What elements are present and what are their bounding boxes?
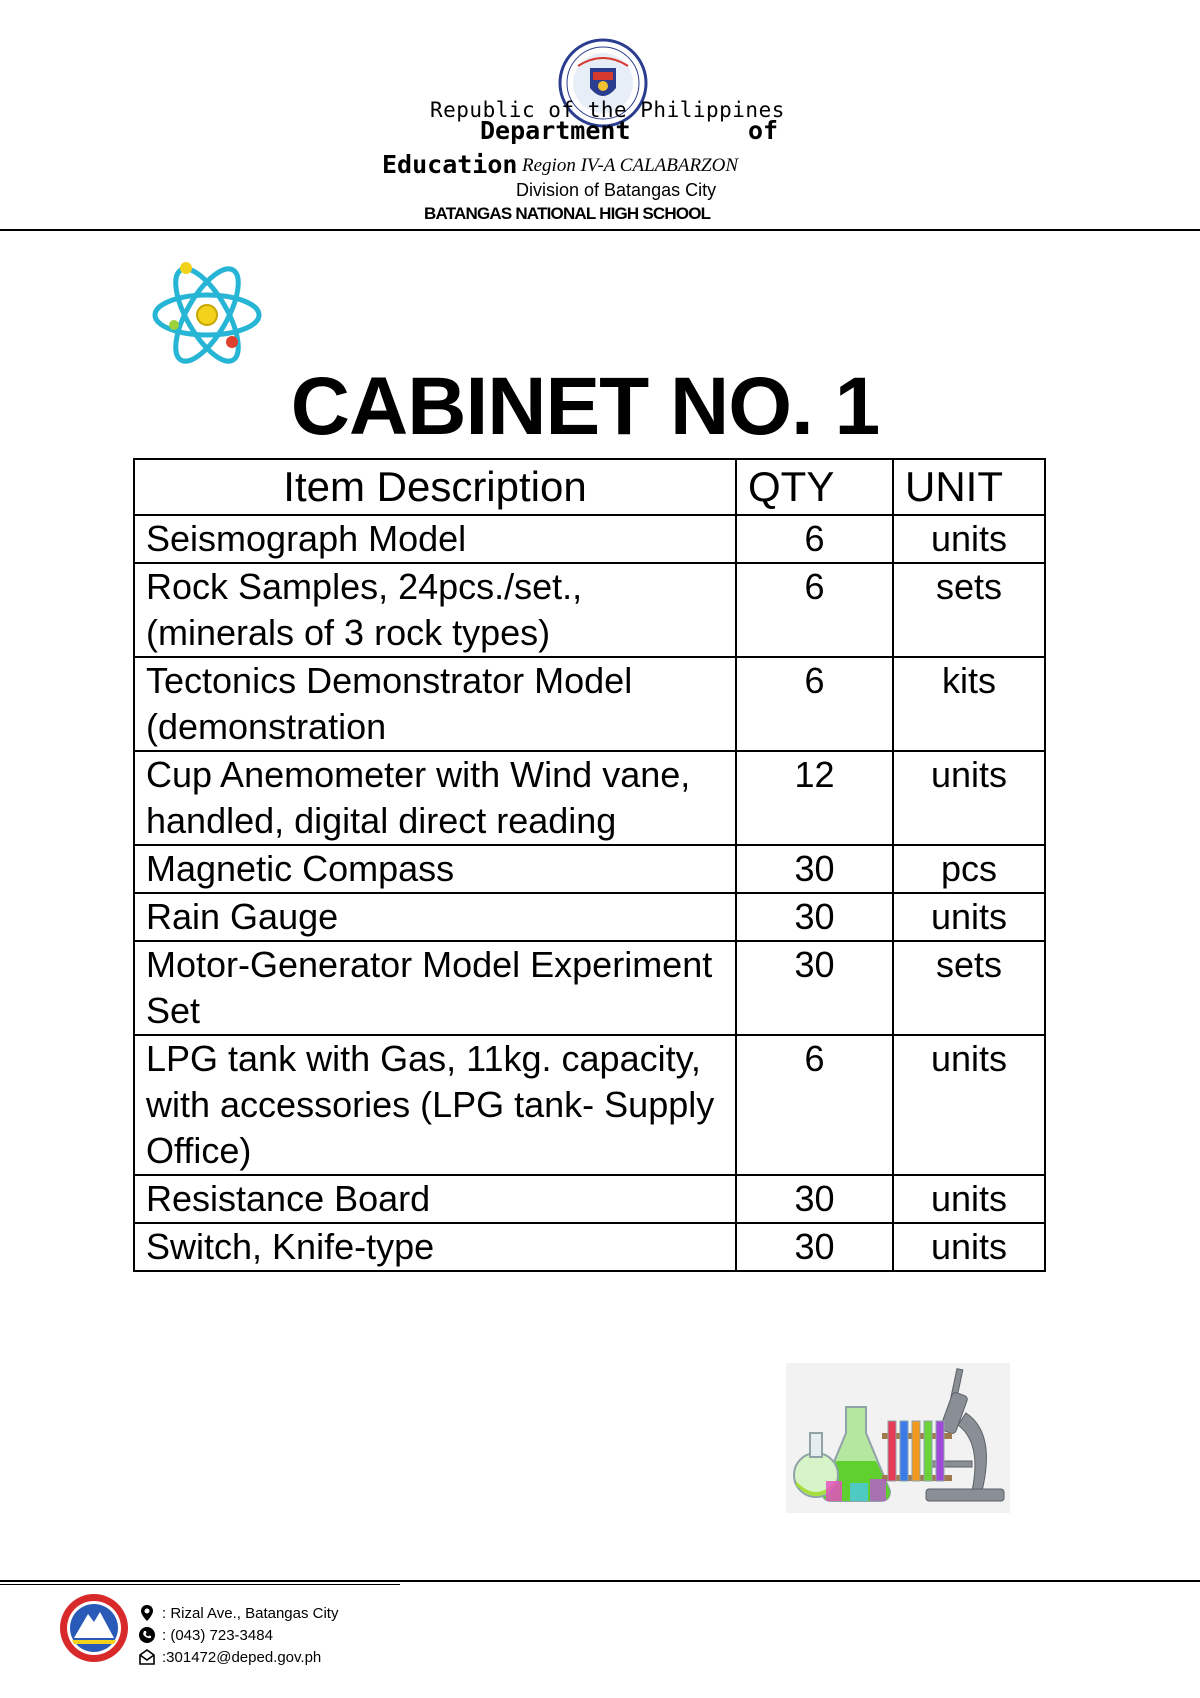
item-unit: units — [893, 515, 1045, 563]
region-label: Region IV-A CALABARZON — [522, 155, 739, 176]
table-row — [134, 845, 1045, 893]
item-qty: 30 — [736, 845, 893, 893]
school-name: BATANGAS NATIONAL HIGH SCHOOL — [424, 204, 711, 223]
item-qty: 30 — [736, 1223, 893, 1271]
footer-phone-row — [138, 1626, 273, 1644]
phone-icon — [138, 1626, 156, 1644]
header-qty: QTY — [736, 459, 893, 515]
footer-address-row — [138, 1604, 338, 1622]
item-description: Cup Anemometer with Wind vane, handled, digital direct reading — [134, 751, 736, 845]
header-item-description: Item Description — [134, 459, 736, 515]
footer-address: : Rizal Ave., Batangas City — [162, 1604, 339, 1622]
item-description: Motor-Generator Model Experiment Set — [134, 941, 736, 1035]
item-qty: 6 — [736, 657, 893, 751]
item-unit: sets — [893, 941, 1045, 1035]
table-row — [134, 1035, 1045, 1175]
table-row — [134, 941, 1045, 1035]
item-qty: 6 — [736, 515, 893, 563]
item-qty: 6 — [736, 1035, 893, 1175]
header-divider — [0, 229, 1200, 231]
item-description: Tectonics Demonstrator Model (demonstration — [134, 657, 736, 751]
item-description: Rock Samples, 24pcs./set., (minerals of 3 rock types) — [134, 563, 736, 657]
item-description: Rain Gauge — [134, 893, 736, 941]
item-unit: units — [893, 751, 1045, 845]
footer-divider-thin — [0, 1584, 400, 1585]
location-pin-icon — [138, 1604, 156, 1622]
page-title: CABINET NO. 1 — [290, 361, 880, 452]
item-unit: sets — [893, 563, 1045, 657]
item-description: Seismograph Model — [134, 515, 736, 563]
item-unit: units — [893, 1035, 1045, 1175]
item-unit: pcs — [893, 845, 1045, 893]
item-unit: kits — [893, 657, 1045, 751]
inventory-table — [133, 458, 1046, 1272]
table-row — [134, 893, 1045, 941]
item-description: LPG tank with Gas, 11kg. capacity, with accessories (LPG tank- Supply Office) — [134, 1035, 736, 1175]
item-qty: 6 — [736, 563, 893, 657]
item-qty: 30 — [736, 1175, 893, 1223]
footer-email-row — [138, 1648, 321, 1666]
lab-equipment-image — [786, 1363, 1010, 1513]
atom-icon — [150, 255, 265, 375]
table-row — [134, 751, 1045, 845]
table-row — [134, 1223, 1045, 1271]
item-unit: units — [893, 1223, 1045, 1271]
table-row — [134, 657, 1045, 751]
item-unit: units — [893, 1175, 1045, 1223]
footer-phone: : (043) 723-3484 — [162, 1626, 273, 1644]
school-logo-icon — [58, 1592, 130, 1664]
item-qty: 12 — [736, 751, 893, 845]
item-unit: units — [893, 893, 1045, 941]
item-qty: 30 — [736, 893, 893, 941]
footer-divider — [0, 1580, 1200, 1582]
department-of-label: of — [748, 116, 779, 145]
item-description: Magnetic Compass — [134, 845, 736, 893]
header-unit: UNIT — [893, 459, 1045, 515]
item-qty: 30 — [736, 941, 893, 1035]
table-row — [134, 515, 1045, 563]
division-label: Division of Batangas City — [516, 180, 717, 200]
department-label: Department — [480, 116, 631, 145]
table-header-row — [134, 459, 1045, 515]
email-icon — [138, 1648, 156, 1666]
republic-label: Republic of the Philippines — [430, 98, 785, 122]
footer-email: :301472@deped.gov.ph — [162, 1648, 322, 1666]
item-description: Switch, Knife-type — [134, 1223, 736, 1271]
table-row — [134, 563, 1045, 657]
education-label: Education — [382, 150, 518, 179]
table-row — [134, 1175, 1045, 1223]
item-description: Resistance Board — [134, 1175, 736, 1223]
